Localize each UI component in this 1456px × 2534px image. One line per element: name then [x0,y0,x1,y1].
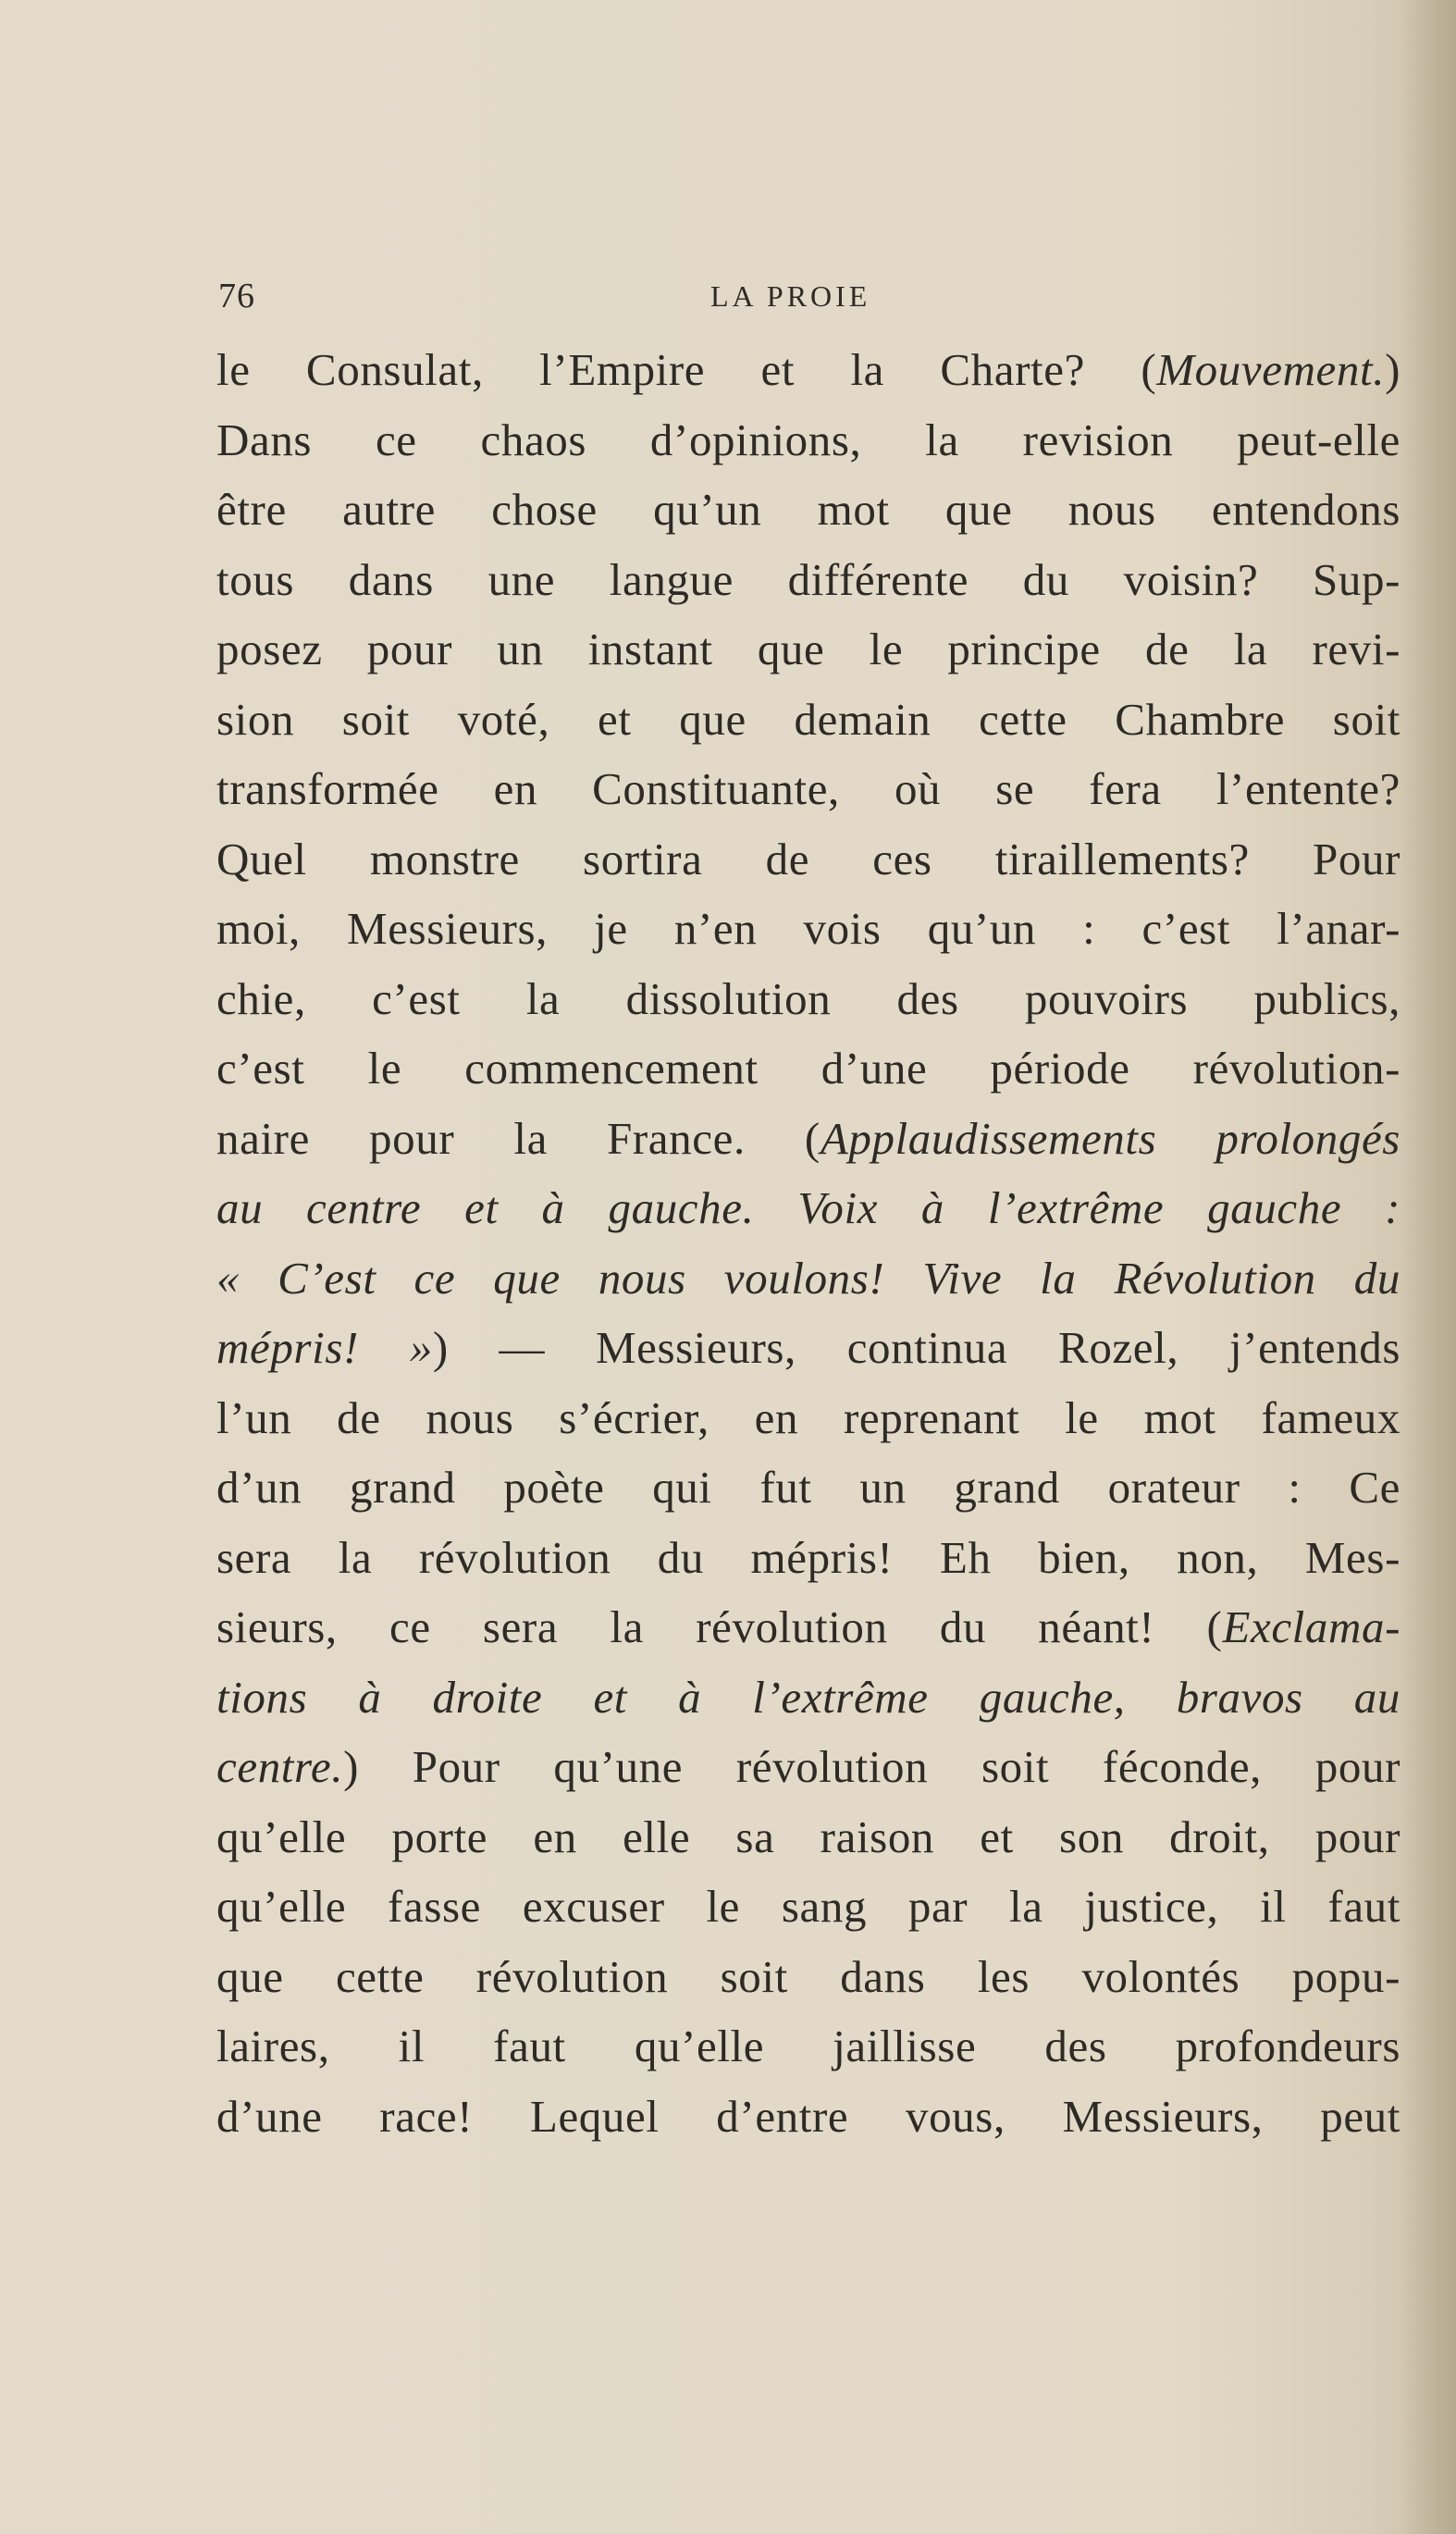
body-text [216,335,1400,2151]
text-line [216,754,1400,824]
text-line [216,1173,1400,1243]
page-header [218,276,1399,322]
italic-text-segment: Mouvement. [1156,344,1386,395]
text-segment: chie, c’est la dissolution des pouvoirs publics, [216,972,1400,1024]
text-line [216,1313,1400,1383]
text-segment: le Consulat, l’Empire et la Charte? ( [216,344,1157,395]
text-line [216,964,1400,1034]
text-line [216,545,1400,615]
italic-text-segment: « C’est ce que nous voulons! Vive la Révolution du [216,1252,1400,1304]
text-line [216,1732,1400,1802]
text-line [216,405,1400,476]
text-segment: qu’elle porte en elle sa raison et son droit, pour [216,1811,1400,1862]
text-line [216,894,1400,964]
text-segment: que cette révolution soit dans les volontés popu- [216,1950,1400,2002]
text-segment: l’un de nous s’écrier, en reprenant le mot fameux [216,1391,1400,1443]
text-line [216,1383,1400,1453]
text-segment: qu’elle fasse excuser le sang par la justice, il faut [216,1881,1400,1932]
text-line [216,1942,1400,2012]
text-segment: ) — Messieurs, continua Rozel, j’entends [432,1322,1400,1373]
text-segment: tous dans une langue différente du voisin? Sup- [216,553,1400,605]
text-line [216,1592,1400,1663]
text-line [216,1523,1400,1593]
text-segment: laires, il faut qu’elle jaillisse des profondeurs [216,2021,1400,2071]
text-line [216,1872,1400,1942]
text-segment: sera la révolution du mépris! Eh bien, non, Mes- [216,1531,1400,1583]
text-segment: ) [1385,344,1400,395]
text-line [216,1033,1400,1104]
text-line [216,824,1400,895]
page-number: 76 [218,277,255,315]
text-line [216,335,1400,405]
italic-text-segment: mépris! » [216,1322,433,1373]
text-segment: c’est le commencement d’une période révolution- [216,1043,1400,1094]
text-segment: d’un grand poète qui fut un grand orateur : Ce [216,1462,1400,1513]
text-segment: Quel monstre sortira de ces tiraillements? Pour [216,833,1400,884]
text-line [216,1452,1400,1523]
text-line [216,685,1400,755]
italic-text-segment: Exclama- [1222,1601,1400,1652]
text-segment: naire pour la France. ( [216,1112,821,1164]
text-segment: Dans ce chaos d’opinions, la revision peut-elle [216,414,1400,465]
text-line [216,1243,1400,1314]
text-line [216,1104,1400,1174]
text-segment: sion soit voté, et que demain cette Chambre soit [216,693,1400,745]
text-line [216,614,1400,685]
text-segment: d’une race! Lequel d’entre vous, Messieurs, peut [216,2090,1400,2142]
text-segment: transformée en Constituante, où se fera l’entente? [216,763,1400,814]
italic-text-segment: Applaudissements prolongés [820,1112,1400,1164]
text-line [216,2011,1400,2082]
italic-text-segment: au centre et à gauche. Voix à l’extrême gauche : [216,1182,1400,1233]
text-line [216,475,1400,545]
italic-text-segment: centre. [216,1741,344,1792]
text-segment: être autre chose qu’un mot que nous entendons [216,484,1400,535]
text-segment: moi, Messieurs, je n’en vois qu’un : c’est l’anar- [216,903,1400,954]
text-segment: ) Pour qu’une révolution soit féconde, pour [343,1741,1400,1792]
text-segment: posez pour un instant que le principe de la revi- [216,624,1400,674]
text-line [216,1802,1400,1873]
text-segment: sieurs, ce sera la révolution du néant! ( [216,1601,1223,1652]
running-title: LA PROIE [710,279,871,313]
italic-text-segment: tions à droite et à l’extrême gauche, bravos au [216,1671,1400,1723]
page-edge-shadow [1400,0,1456,2534]
text-line [216,2082,1400,2152]
text-line [216,1663,1400,1733]
